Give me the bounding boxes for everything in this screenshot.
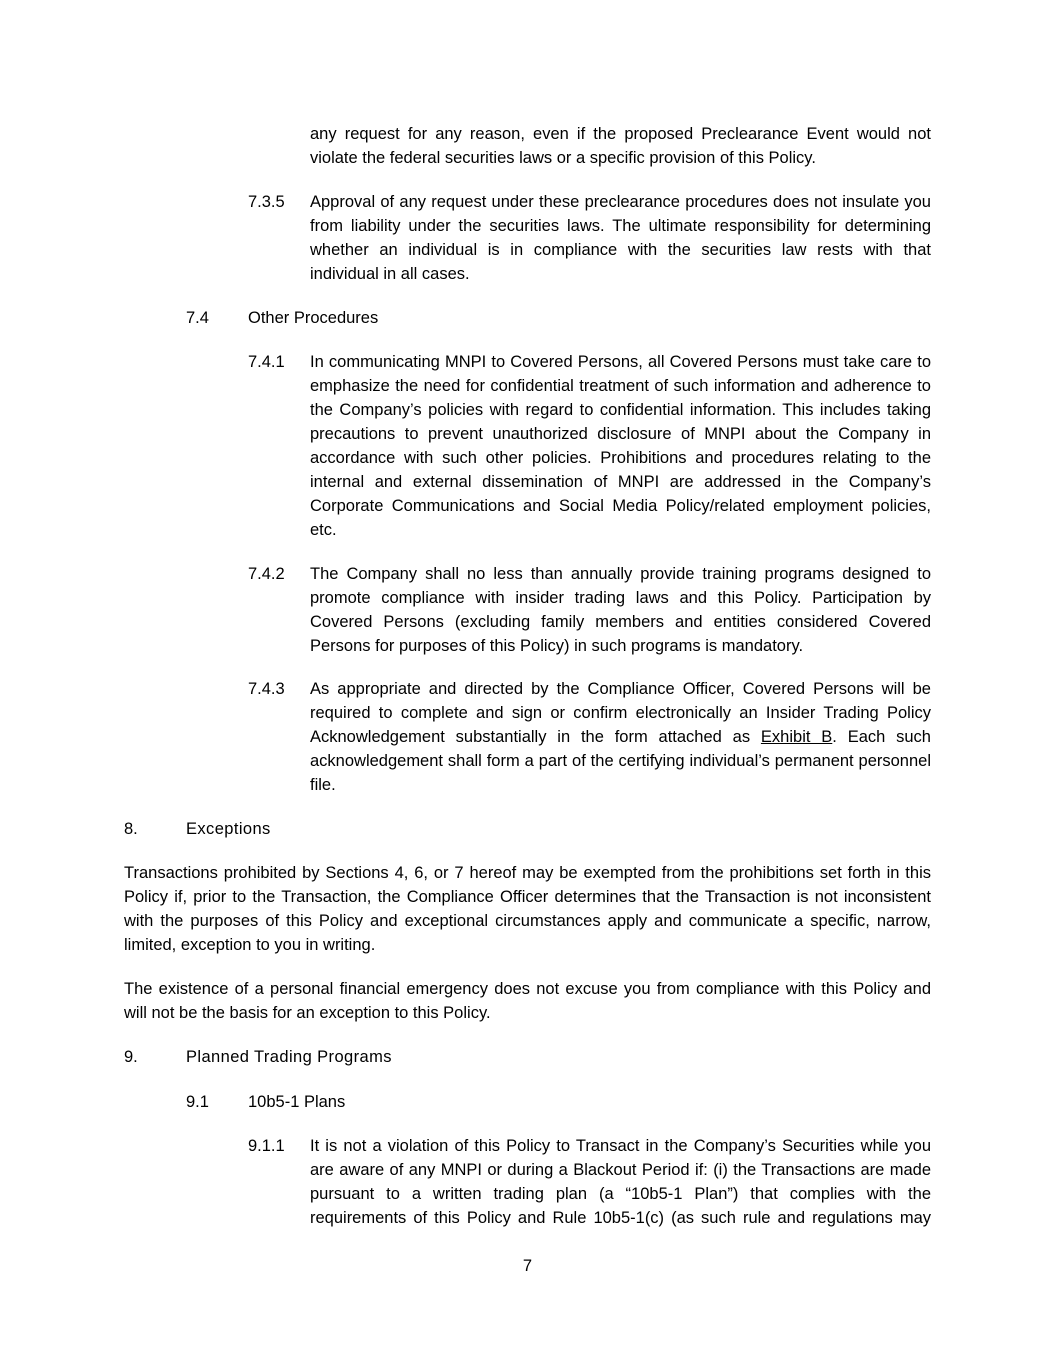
section-7-4-title: Other Procedures (248, 309, 379, 327)
section-7-4-3-text (310, 677, 931, 797)
section-7-4-2-text: The Company shall no less than annually provide training programs designed to promote compliance with insider trading laws and this Policy. Participation by Covered Persons (excluding family members and entities considered Covered Persons for purposes of this Policy) in such programs is mandatory. (310, 565, 931, 655)
section-7-4-1-text: In communicating MNPI to Covered Persons, all Covered Persons must take care to emphasize the need for confidential treatment of such information and adherence to the Company’s policies with regard to confidential information. This includes taking precautions to prevent unauthorized disclosure of MNPI about the Company in accordance with such other policies. Prohibitions and procedures relating to the internal and external dissemination of MNPI are addressed in the Company’s Corporate Communications and Social Media Policy/related employment policies, etc. (310, 353, 931, 539)
section-number-8: 8. (124, 820, 138, 838)
section-number-7-4: 7.4 (186, 309, 209, 327)
section-7-4-3-text-before: As appropriate and directed by the Compliance Officer, Covered Persons will be required to complete and sign or confirm electronically an Insider Trading Policy Acknowledgement substantially in the form attached as (310, 680, 931, 746)
section-9-1-title: 10b5-1 Plans (248, 1093, 346, 1111)
section-8-paragraph-2: The existence of a personal financial emergency does not excuse you from compliance with this Policy and will not be the basis for an exception to this Policy. (124, 980, 931, 1022)
section-number-7-3-5: 7.3.5 (248, 193, 285, 211)
section-number-7-4-3: 7.4.3 (248, 680, 285, 698)
section-9-1-1-text: It is not a violation of this Policy to Transact in the Company’s Securities while you are aware of any MNPI or during a Blackout Period if: (i) the Transactions are made pursuant to a written trading plan (a “10b5-1 Plan”) that complies with the requirements of this Policy and Rule 10b5-1(c) (as such rule and regulations may (310, 1137, 931, 1227)
section-number-9: 9. (124, 1048, 138, 1066)
page-number: 7 (522, 1257, 533, 1275)
exhibit-b-reference: Exhibit B (760, 728, 833, 746)
section-number-9-1: 9.1 (186, 1093, 209, 1111)
section-number-7-4-2: 7.4.2 (248, 565, 285, 583)
section-8-paragraph-1: Transactions prohibited by Sections 4, 6, or 7 hereof may be exempted from the prohibitions set forth in this Policy if, prior to the Transaction, the Compliance Officer determines that the Transaction is not inconsistent with the purposes of this Policy and exceptional circumstances apply and communicate a specific, narrow, limited, exception to you in writing. (124, 864, 931, 954)
section-8-heading: Exceptions (186, 820, 271, 838)
section-7-3-5-text: Approval of any request under these preclearance procedures does not insulate you from liability under the securities laws. The ultimate responsibility for determining whether an individual is in compliance with the securities law rests with that individual in all cases. (310, 193, 931, 283)
section-7-4-3-text-after: . Each such acknowledgement shall form a part of the certifying individual’s permanent personnel file. (310, 728, 931, 794)
section-number-7-4-1: 7.4.1 (248, 353, 285, 371)
continuation-paragraph: any request for any reason, even if the proposed Preclearance Event would not violate the federal securities laws or a specific provision of this Policy. (310, 125, 931, 167)
section-number-9-1-1: 9.1.1 (248, 1137, 285, 1155)
section-9-heading: Planned Trading Programs (186, 1048, 392, 1066)
